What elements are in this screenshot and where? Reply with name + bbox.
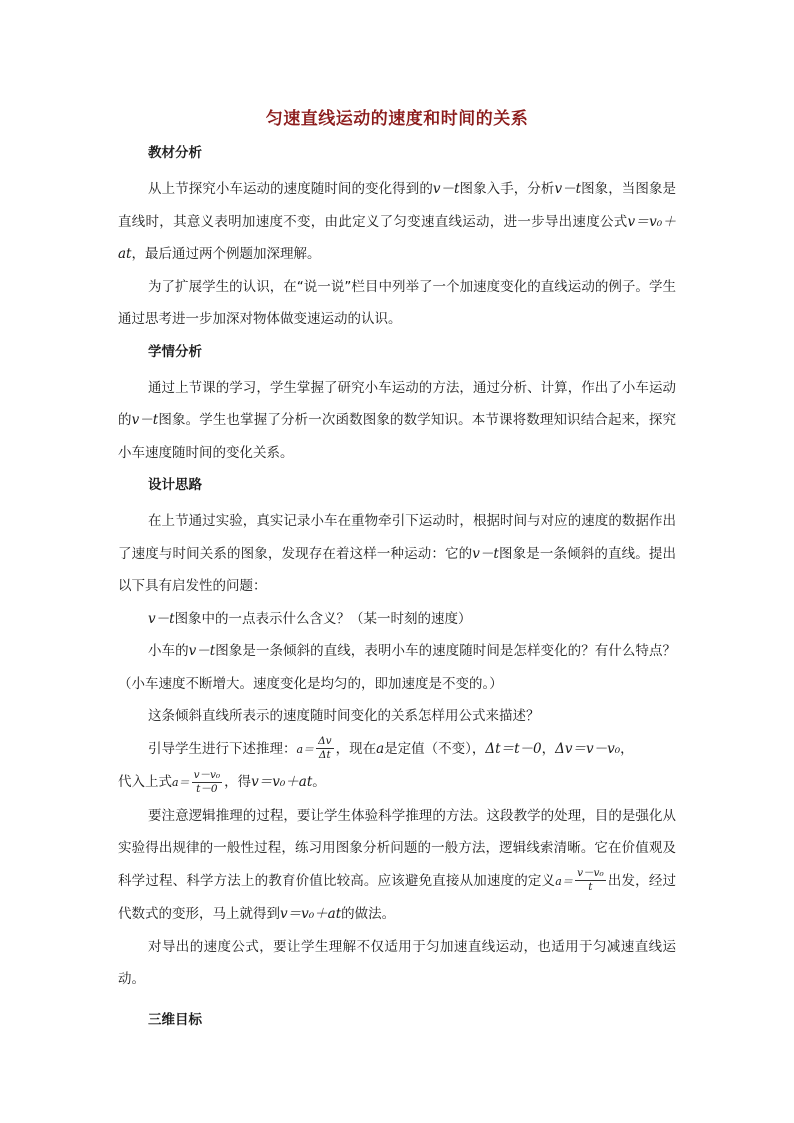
math-velocity-formula: v＝v₀＋at (251, 774, 313, 790)
text: 图象中的一点表示什么含义？（某一时刻的速度） (174, 610, 472, 627)
document-body (118, 104, 676, 1040)
text: 图象是一条倾斜的直线，表明小车的速度随时间是怎样变化的？有什么特点？（小车速度不断增大。速度变化是均匀的，即加速度是不变的。） (118, 643, 677, 692)
math-vt: v－t (432, 181, 460, 197)
text: 是定值（不变）， (384, 740, 486, 757)
paragraph-logic-reasoning (118, 800, 676, 931)
fraction-numerator: Δv (318, 735, 332, 747)
math-delta-t: Δt＝t－0 (485, 740, 542, 757)
text: ，现在 (335, 740, 377, 757)
paragraph-design-idea-1 (118, 505, 676, 603)
text: 图象是一条倾斜的直线。提出以下具有启发性的问题： (118, 545, 677, 594)
text: 小车的 (148, 643, 189, 659)
text: ，得 (224, 774, 252, 790)
text: 从上节探究小车运动的速度随时间的变化得到的 (148, 181, 433, 197)
math-delta-v: Δv＝v－v₀ (555, 740, 621, 757)
text: ， (620, 740, 634, 757)
section-heading-design-idea: 设计思路 (148, 477, 202, 493)
paragraph-student-analysis (118, 372, 676, 470)
math-vt: v－t (472, 545, 499, 562)
paragraph-formula-applicability: 对导出的速度公式，要让学生理解不仅适用于匀加速直线运动，也适用于匀减速直线运动。 (118, 938, 676, 987)
fraction-v-minus-v0-over-t (575, 867, 606, 894)
text: 在上节通过实验，真实记录小车在重物牵引下运动时，根据时间与对应的速度的数据作出了速度与时间关系的图象，发现存在着这样一种运动：它的 (118, 513, 676, 562)
text: 通过上节课的学习，学生掌握了研究小车运动的方法，通过分析、计算，作出了小车运动的 (118, 379, 676, 428)
question-2 (118, 635, 676, 700)
math-vt: v－t (148, 610, 175, 627)
fraction-denominator: Δt (318, 749, 331, 761)
fraction-numerator: v－v₀ (193, 768, 221, 781)
text: 图象，当图象是直线时，其意义表明加速度不变，由此定义了匀变速直线运动，进一步导出速度公式 (118, 181, 677, 230)
section-heading-student-analysis: 学情分析 (148, 343, 202, 360)
paragraph-derivation-2 (118, 766, 676, 800)
text: 引导学生进行下述推理： (148, 740, 297, 757)
math-vt: v－t (554, 181, 582, 197)
paragraph-textbook-analysis-1 (118, 173, 676, 271)
question-1 (118, 603, 676, 636)
document-title: 匀速直线运动的速度和时间的关系 (265, 109, 529, 129)
text: 图象。学生也掌握了分析一次函数图象的数学知识。本节课将数理知识结合起来，探究小车速度随时间的变化关系。 (118, 412, 677, 461)
math-a: a (376, 740, 385, 757)
math-velocity-formula: v＝v₀＋at (118, 213, 676, 262)
text: 代入上式 (118, 774, 172, 790)
fraction-denominator: t (588, 881, 593, 893)
fraction-v-minus-v0-over-t-minus-0 (192, 769, 223, 796)
section-heading-textbook-analysis: 教材分析 (148, 145, 202, 161)
math-a-equals: a＝ (555, 874, 574, 888)
fraction-denominator: t－0 (196, 782, 218, 795)
math-vt: v－t (131, 412, 159, 428)
math-a-equals: a＝ (296, 742, 315, 756)
text: ， (541, 740, 556, 757)
math-vt: v－t (188, 643, 216, 659)
paragraph-derivation-1 (118, 733, 676, 767)
math-a-equals: a＝ (172, 776, 190, 789)
paragraph-textbook-analysis-2: 为了扩展学生的认识，在“说一说”栏目中列举了一个加速度变化的直线运动的例子。学生通过思考进一步加深对物体做变速运动的认识。 (118, 278, 676, 327)
question-3: 这条倾斜直线所表示的速度随时间变化的关系怎样用公式来描述？ (148, 708, 540, 724)
text: 。 (312, 774, 326, 790)
text: 图象入手，分析 (459, 181, 555, 197)
fraction-numerator: v－v₀ (577, 867, 604, 879)
text: ，最后通过两个例题加深理解。 (131, 246, 321, 262)
math-velocity-formula: v＝v₀＋at (280, 906, 342, 922)
fraction-delta-v-over-delta-t (316, 735, 334, 762)
text: 出发，经过代数式的变形，马上就得到 (118, 872, 677, 922)
text: 的做法。 (341, 906, 396, 922)
text: 要注意逻辑推理的过程，要让学生体验科学推理的方法。这段教学的处理，目的是强化从实验得出规律的一般性过程，练习用图象分析问题的一般方法，逻辑线索清晰。它在价值观及科学过程、科学方法上的教育价值比较高。应该避免直接从加速度的定义 (118, 807, 676, 889)
section-heading-three-dimensional-goals: 三维目标 (148, 1011, 202, 1028)
